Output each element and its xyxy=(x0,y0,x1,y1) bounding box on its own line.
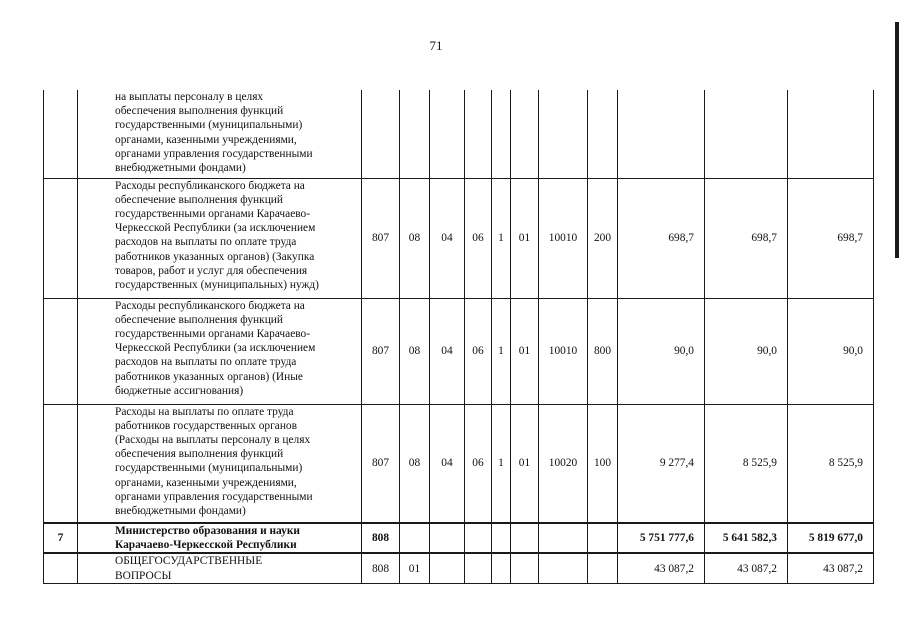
table-row xyxy=(44,90,874,178)
gov-code: 807 xyxy=(362,298,400,404)
subprogram-code xyxy=(492,523,511,553)
direction-code: 10020 xyxy=(539,404,588,523)
budget-table xyxy=(43,90,874,584)
page-number: 71 xyxy=(429,38,443,53)
amount-year-1: 5 751 777,6 xyxy=(618,523,705,553)
program-code: 06 xyxy=(465,298,492,404)
section-code: 08 xyxy=(400,178,430,298)
amount-year-1: 90,0 xyxy=(618,298,705,404)
expense-type-code: 200 xyxy=(588,178,618,298)
amount-year-2: 43 087,2 xyxy=(705,553,788,583)
amount-year-2: 5 641 582,3 xyxy=(705,523,788,553)
row-description: Расходы на выплаты по оплате труда работников государственных органов (Расходы на выплаты персоналу в целях обеспечения выполнения функций государственными (муниципальными) органами, казенными учреждениями, органами управления государственными внебюджетными фондами) xyxy=(78,404,362,523)
event-code xyxy=(511,553,539,583)
row-number xyxy=(44,90,78,178)
expense-type-code: 800 xyxy=(588,298,618,404)
subsection-code: 04 xyxy=(430,404,465,523)
subsection-code xyxy=(430,553,465,583)
subsection-code: 04 xyxy=(430,298,465,404)
direction-code xyxy=(539,523,588,553)
row-number xyxy=(44,404,78,523)
gov-code: 807 xyxy=(362,178,400,298)
gov-code: 807 xyxy=(362,404,400,523)
section-code: 01 xyxy=(400,553,430,583)
program-code xyxy=(465,523,492,553)
subprogram-code xyxy=(492,90,511,178)
amount-year-2: 698,7 xyxy=(705,178,788,298)
section-code xyxy=(400,523,430,553)
table-row xyxy=(44,178,874,298)
program-code xyxy=(465,90,492,178)
event-code: 01 xyxy=(511,178,539,298)
amount-year-3: 698,7 xyxy=(788,178,874,298)
amount-year-1: 9 277,4 xyxy=(618,404,705,523)
section-code xyxy=(400,90,430,178)
row-number xyxy=(44,298,78,404)
expense-type-code xyxy=(588,90,618,178)
program-code xyxy=(465,553,492,583)
table-row-ministry xyxy=(44,523,874,553)
amount-year-3: 5 819 677,0 xyxy=(788,523,874,553)
event-code: 01 xyxy=(511,298,539,404)
program-code: 06 xyxy=(465,178,492,298)
subsection-code xyxy=(430,90,465,178)
subsection-code: 04 xyxy=(430,178,465,298)
amount-year-3: 8 525,9 xyxy=(788,404,874,523)
amount-year-2: 8 525,9 xyxy=(705,404,788,523)
amount-year-3: 90,0 xyxy=(788,298,874,404)
subsection-code xyxy=(430,523,465,553)
amount-year-3 xyxy=(788,90,874,178)
row-number xyxy=(44,553,78,583)
gov-code: 808 xyxy=(362,523,400,553)
direction-code xyxy=(539,553,588,583)
direction-code xyxy=(539,90,588,178)
amount-year-1 xyxy=(618,90,705,178)
expense-type-code xyxy=(588,553,618,583)
row-number: 7 xyxy=(44,523,78,553)
program-code: 06 xyxy=(465,404,492,523)
amount-year-1: 43 087,2 xyxy=(618,553,705,583)
expense-type-code xyxy=(588,523,618,553)
amount-year-1: 698,7 xyxy=(618,178,705,298)
scan-edge-bar xyxy=(895,22,899,258)
gov-code: 808 xyxy=(362,553,400,583)
row-number xyxy=(44,178,78,298)
section-code: 08 xyxy=(400,298,430,404)
row-description: Министерство образования и науки Карачаево-Черкесской Республики xyxy=(78,523,362,553)
table-row xyxy=(44,553,874,583)
subprogram-code: 1 xyxy=(492,178,511,298)
row-description: на выплаты персоналу в целях обеспечения выполнения функций государственными (муниципальными) органами, казенными учреждениями, органами управления государственными внебюджетными фондами) xyxy=(78,90,362,178)
subprogram-code: 1 xyxy=(492,298,511,404)
event-code xyxy=(511,523,539,553)
row-description: ОБЩЕГОСУДАРСТВЕННЫЕ ВОПРОСЫ xyxy=(78,553,362,583)
table-row xyxy=(44,404,874,523)
gov-code xyxy=(362,90,400,178)
amount-year-2: 90,0 xyxy=(705,298,788,404)
event-code: 01 xyxy=(511,404,539,523)
direction-code: 10010 xyxy=(539,178,588,298)
row-description: Расходы республиканского бюджета на обеспечение выполнения функций государственными органами Карачаево- Черкесской Республики (за исключением расходов на выплаты по оплате труда работников указанных органов) (Иные бюджетные ассигнования) xyxy=(78,298,362,404)
row-description: Расходы республиканского бюджета на обеспечение выполнения функций государственными органами Карачаево- Черкесской Республики (за исключением расходов на выплаты по оплате труда работников указанных органов) (Закупка товаров, работ и услуг для обеспечения государственных (муниципальных) нужд) xyxy=(78,178,362,298)
direction-code: 10010 xyxy=(539,298,588,404)
subprogram-code xyxy=(492,553,511,583)
amount-year-2 xyxy=(705,90,788,178)
event-code xyxy=(511,90,539,178)
amount-year-3: 43 087,2 xyxy=(788,553,874,583)
expense-type-code: 100 xyxy=(588,404,618,523)
subprogram-code: 1 xyxy=(492,404,511,523)
section-code: 08 xyxy=(400,404,430,523)
table-row xyxy=(44,298,874,404)
